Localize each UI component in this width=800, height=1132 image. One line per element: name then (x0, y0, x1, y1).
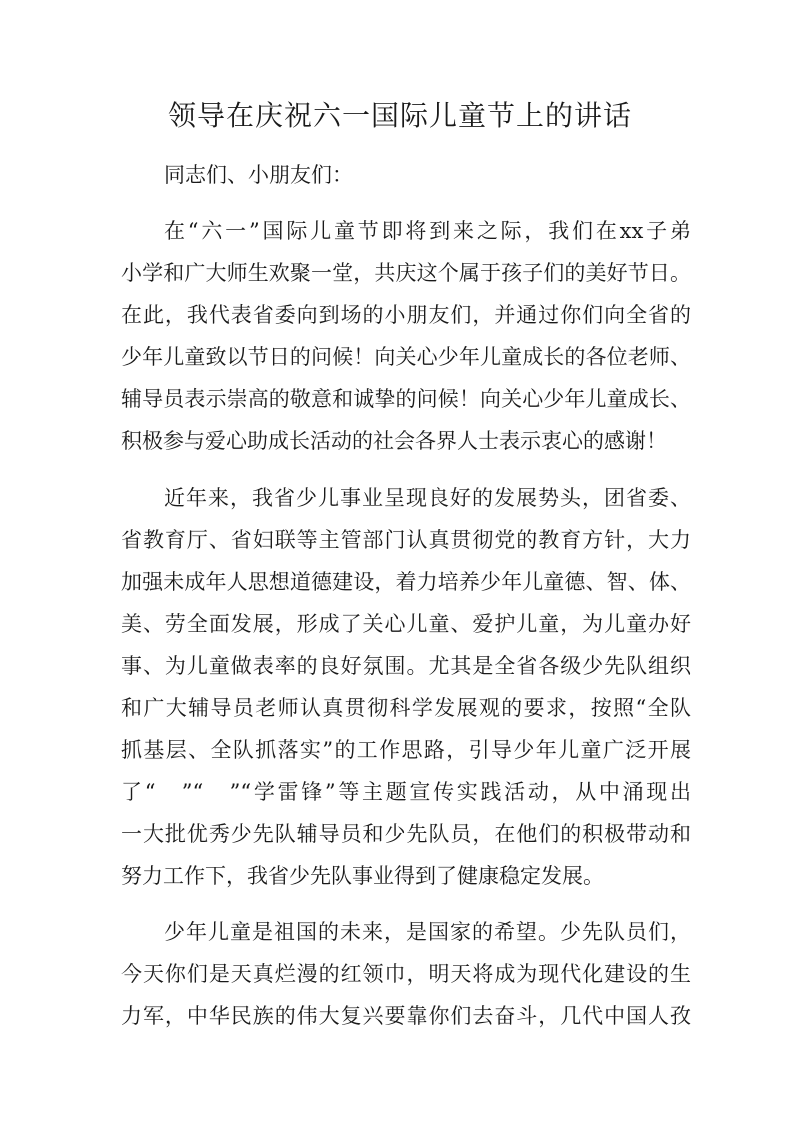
paragraph-2-line-8: 了“ ”“ ”“学雷锋”等主题宣传实践活动，从中涌现出 (121, 780, 691, 804)
paragraph-2-line-7: 抓基层、全队抓落实”的工作思路，引导少年儿童广泛开展 (121, 738, 691, 762)
paragraph-1-line-5: 辅导员表示崇高的敬意和诚挚的问候！向关心少年儿童成长、 (121, 387, 691, 411)
paragraph-2-line-10: 努力工作下，我省少先队事业得到了健康稳定发展。 (121, 864, 604, 888)
paragraph-2-line-3: 加强未成年人思想道德建设，着力培养少年儿童德、智、体、 (121, 570, 691, 594)
paragraph-2-line-6: 和广大辅导员老师认真贯彻科学发展观的要求，按照“全队 (121, 696, 691, 720)
paragraph-2-line-5: 事、为儿童做表率的良好氛围。尤其是全省各级少先队组织 (121, 654, 691, 678)
paragraph-3-line-1: 少年儿童是祖国的未来，是国家的希望。少先队员们， (164, 920, 691, 944)
paragraph-1-line-4: 少年儿童致以节日的问候！向关心少年儿童成长的各位老师、 (121, 345, 691, 369)
paragraph-1-line-6: 积极参与爱心助成长活动的社会各界人士表示衷心的感谢！ (121, 429, 667, 453)
paragraph-2-line-2: 省教育厅、省妇联等主管部门认真贯彻党的教育方针，大力 (121, 528, 691, 552)
paragraph-2-line-9: 一大批优秀少先队辅导员和少先队员，在他们的积极带动和 (121, 822, 691, 846)
paragraph-2-line-4: 美、劳全面发展，形成了关心儿童、爱护儿童，为儿童办好 (121, 612, 691, 636)
paragraph-3-line-2: 今天你们是天真烂漫的红领巾，明天将成为现代化建设的生 (121, 962, 691, 986)
document-title: 领导在庆祝六一国际儿童节上的讲话 (167, 99, 632, 132)
paragraph-2-line-1: 近年来，我省少儿事业呈现良好的发展势头，团省委、 (164, 486, 691, 510)
paragraph-3-line-3: 力军，中华民族的伟大复兴要靠你们去奋斗，几代中国人孜 (121, 1004, 691, 1028)
paragraph-1-line-3: 在此，我代表省委向到场的小朋友们，并通过你们向全省的 (121, 303, 691, 327)
greeting-line: 同志们、小朋友们： (164, 163, 353, 187)
paragraph-1-line-2: 小学和广大师生欢聚一堂，共庆这个属于孩子们的美好节日。 (121, 261, 691, 285)
paragraph-1-line-1: 在“六一”国际儿童节即将到来之际，我们在xx子弟 (164, 219, 691, 243)
